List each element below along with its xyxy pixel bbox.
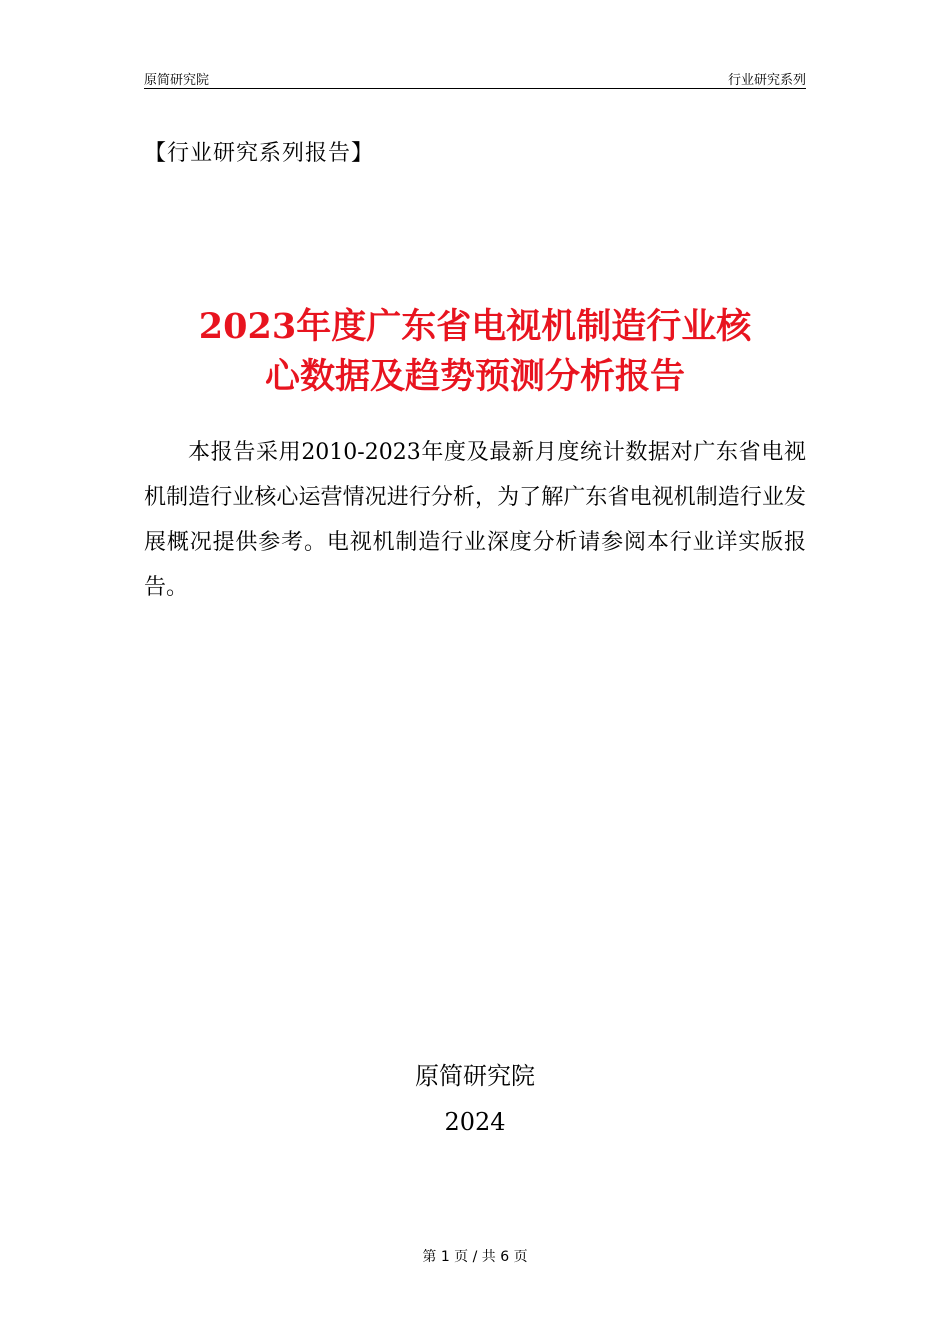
header-series: 行业研究系列	[727, 73, 806, 88]
page-number: 第 1 页 / 共 6 页	[422, 1249, 528, 1265]
report-title	[144, 302, 806, 402]
header-publisher: 原简研究院	[144, 73, 210, 88]
report-title-line-2: 心数据及趋势预测分析报告	[264, 356, 685, 397]
series-label: 【行业研究系列报告】	[144, 141, 375, 166]
page-header	[144, 66, 806, 89]
publication-year: 2024	[444, 1108, 506, 1136]
report-title-line-1: 2023年度广东省电视机制造行业核	[198, 306, 752, 347]
publisher-name: 原简研究院	[415, 1062, 535, 1090]
intro-paragraph: 本报告采用2010-2023年度及最新月度统计数据对广东省电视机制造行业核心运营情况进行分析，为了解广东省电视机制造行业发展概况提供参考。电视机制造行业深度分析请参阅本行业详实版报告。	[144, 440, 806, 600]
